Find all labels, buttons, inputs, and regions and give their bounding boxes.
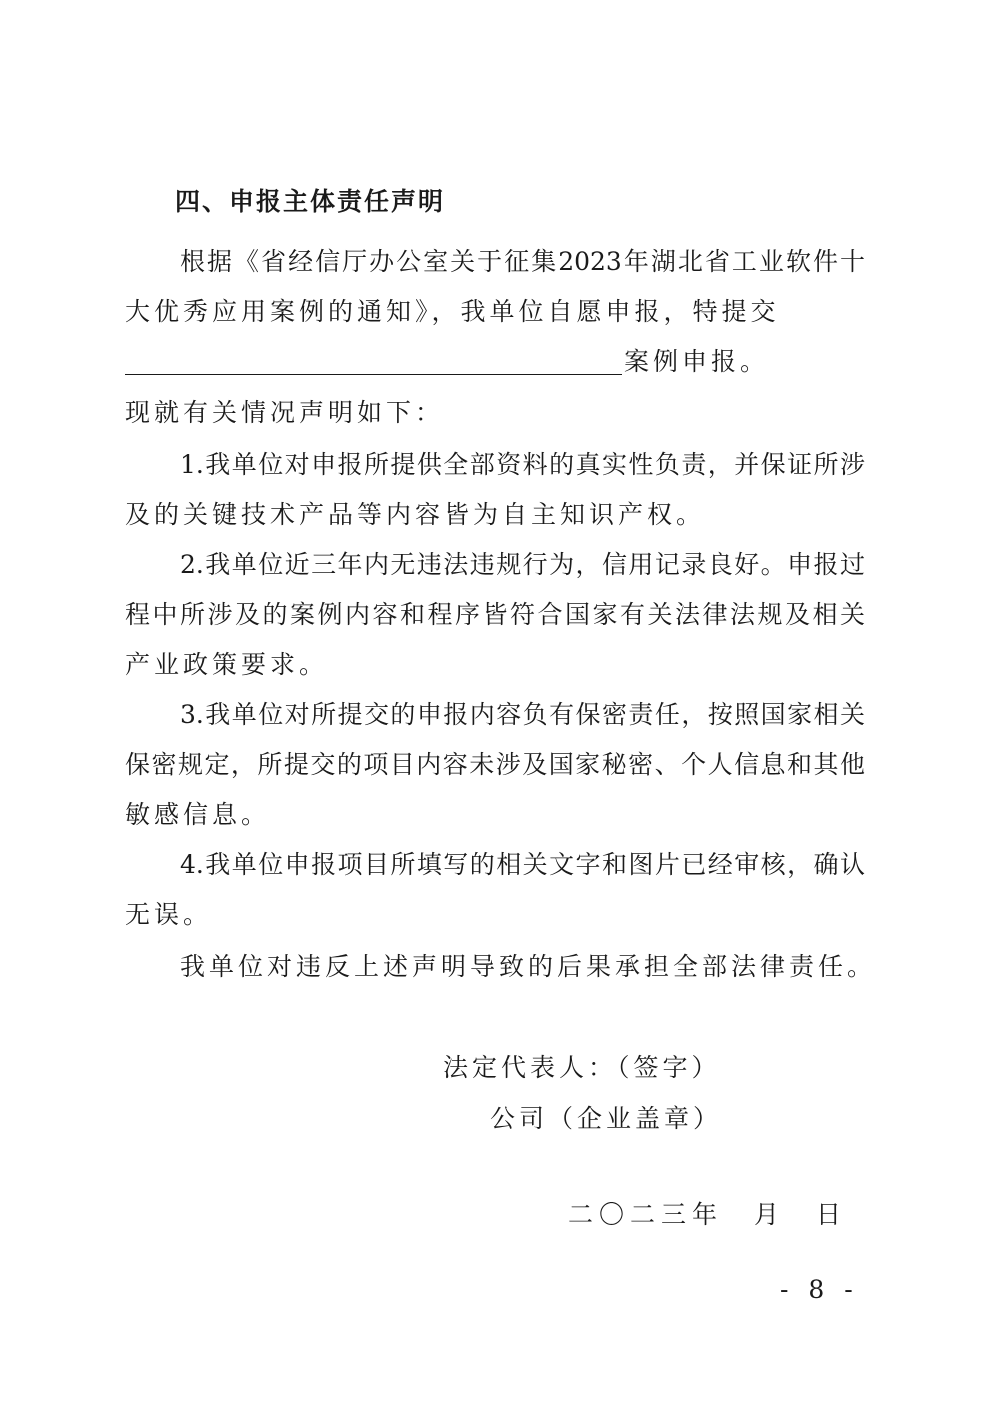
- item-1-line-1: 1.我单位对申报所提供全部资料的真实性负责，并保证所涉: [180, 450, 865, 479]
- company-seal: 公司（企业盖章）: [490, 1104, 723, 1133]
- legal-representative-signature: 法定代表人：（签字）: [443, 1053, 721, 1082]
- item-1-line-2: 及的关键技术产品等内容皆为自主知识产权。: [125, 500, 706, 529]
- item-2-line-2: 程中所涉及的案例内容和程序皆符合国家有关法律法规及相关: [125, 600, 865, 629]
- section-heading: 四、申报主体责任声明: [175, 187, 446, 216]
- item-4-line-2: 无误。: [125, 900, 213, 929]
- intro-line-4: 现就有关情况声明如下：: [125, 398, 445, 427]
- intro-line-1: 根据《省经信厅办公室关于征集2023年湖北省工业软件十: [180, 247, 865, 276]
- item-3-line-2: 保密规定，所提交的项目内容未涉及国家秘密、个人信息和其他: [125, 750, 865, 779]
- signature-date: 二〇二三年 月 日: [568, 1200, 848, 1229]
- item-4-line-1: 4.我单位申报项目所填写的相关文字和图片已经审核，确认: [180, 850, 865, 879]
- item-2-line-1: 2.我单位近三年内无违法违规行为，信用记录良好。申报过: [180, 550, 865, 579]
- closing-statement: 我单位对违反上述声明导致的后果承担全部法律责任。: [180, 952, 877, 981]
- intro-blank-suffix: 案例申报。: [624, 347, 770, 376]
- item-3-line-1: 3.我单位对所提交的申报内容负有保密责任，按照国家相关: [180, 700, 865, 729]
- intro-line-2: 大优秀应用案例的通知》，我单位自愿申报，特提交: [125, 297, 780, 326]
- page-number: - 8 -: [780, 1275, 859, 1304]
- item-3-line-3: 敏感信息。: [125, 800, 271, 829]
- item-2-line-3: 产业政策要求。: [125, 650, 329, 679]
- case-name-blank-line: [125, 374, 622, 375]
